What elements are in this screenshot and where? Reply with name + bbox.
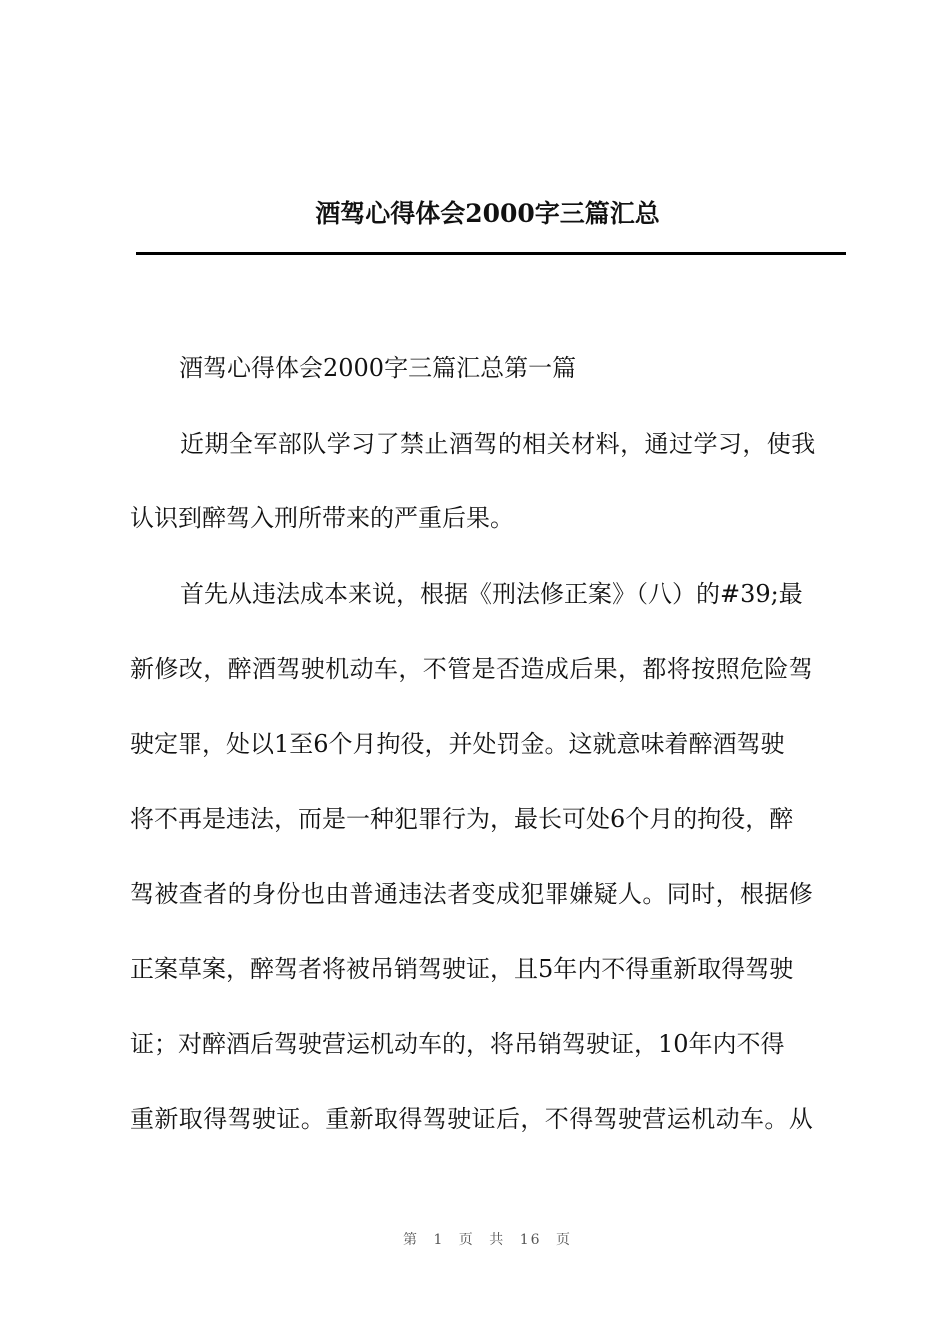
body-line-4: 新修改，醉酒驾驶机动车，不管是否造成后果，都将按照危险驾 <box>130 655 814 683</box>
body-line-8: 正案草案，醉驾者将被吊销驾驶证，且5年内不得重新取得驾驶 <box>130 955 794 983</box>
body-line-2: 认识到醉驾入刑所带来的严重后果。 <box>130 504 514 532</box>
body-line-10: 重新取得驾驶证。重新取得驾驶证后，不得驾驶营运机动车。从 <box>130 1105 814 1133</box>
body-line-5: 驶定罪，处以1至6个月拘役，并处罚金。这就意味着醉酒驾驶 <box>130 730 785 758</box>
body-line-1: 近期全军部队学习了禁止酒驾的相关材料，通过学习，使我 <box>180 430 816 458</box>
document-title: 酒驾心得体会2000字三篇汇总 <box>315 199 660 228</box>
body-line-6: 将不再是违法，而是一种犯罪行为，最长可处6个月的拘役，醉 <box>130 805 794 833</box>
section-heading: 酒驾心得体会2000字三篇汇总第一篇 <box>179 354 577 382</box>
body-line-9: 证；对醉酒后驾驶营运机动车的，将吊销驾驶证，10年内不得 <box>130 1030 785 1058</box>
body-line-3: 首先从违法成本来说，根据《刑法修正案》（八）的#39;最 <box>180 580 803 608</box>
title-divider <box>136 252 846 255</box>
body-line-7: 驾被查者的身份也由普通违法者变成犯罪嫌疑人。同时，根据修 <box>130 880 814 908</box>
page-number: 第 1 页 共 16 页 <box>403 1232 572 1248</box>
